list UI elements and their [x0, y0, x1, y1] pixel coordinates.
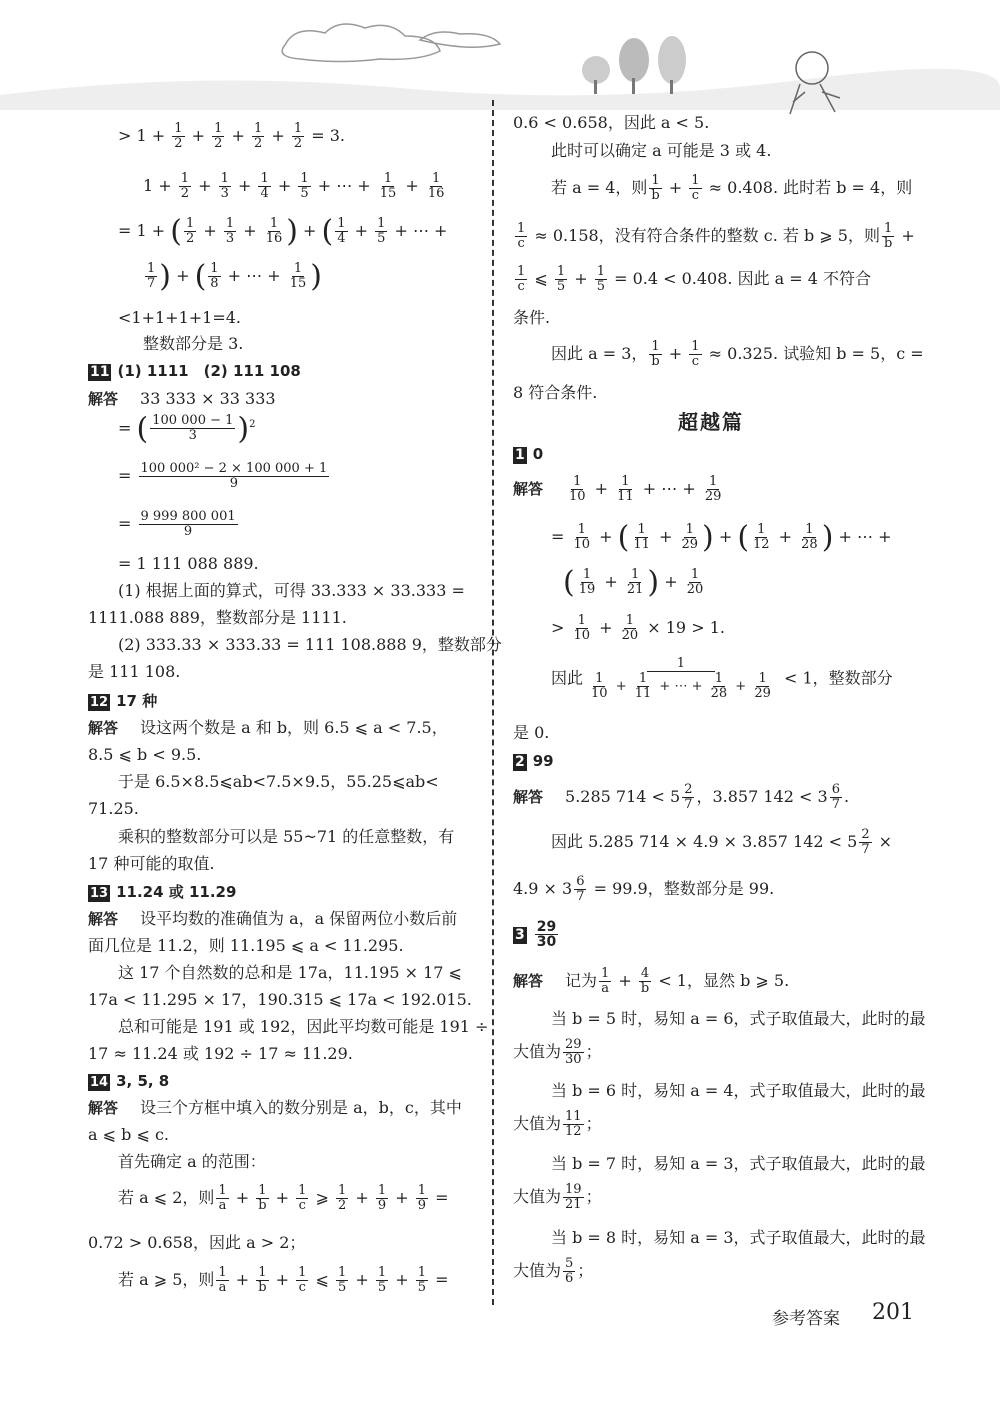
math-line: 大值为 $\frac{5}{6}$ ； [513, 1256, 594, 1286]
math-line: = $\frac{9 999 800 001}{9}$ [118, 509, 236, 539]
math-line: $\frac{1}{c}$ ⩽ $\frac{1}{5}$ + $\frac{1}{5}$ = 0.4 < 0.408. 因此 a = 4 不符合 [517, 264, 872, 294]
math-line: 1 + $\frac{1}{2}$ + $\frac{1}{3}$ + $\frac{1}{4}$ + $\frac{1}{5}$ + ⋯ + $\frac{1}{15}$ + $\frac{1}{16}$ [143, 171, 445, 201]
math-line: > $\frac{1}{10}$ + $\frac{1}{20}$ × 19 > 1. [551, 613, 725, 643]
text-line: 17a < 11.295 × 17，190.315 ⩽ 17a < 192.015. [88, 990, 472, 1009]
math-line: 大值为 $\frac{29}{30}$ ； [513, 1037, 602, 1067]
text-line: 整数部分是 3. [143, 334, 244, 353]
solution-line: 解答 设这两个数是 a 和 b，则 6.5 ⩽ a < 7.5， [88, 718, 448, 737]
tree-icon [582, 56, 610, 84]
text-line: 17 种可能的取值. [88, 854, 215, 873]
math-line: = 1 111 088 889. [118, 554, 259, 573]
text-line: (1) 根据上面的算式，可得 33.333 × 33.333 = [118, 581, 465, 600]
text-line: 17 ≈ 11.24 或 192 ÷ 17 ≈ 11.29. [88, 1044, 353, 1063]
math-line: 若 a = 4，则 $\frac{1}{b}$ + $\frac{1}{c}$ ≈ 0.408. 此时若 b = 4，则 [551, 173, 913, 203]
math-line: 若 a ⩽ 2，则 $\frac{1}{a}$ + $\frac{1}{b}$ + $\frac{1}{c}$ ⩾ $\frac{1}{2}$ + $\frac{1}{9}$ + $\frac{1}{9}$ = [118, 1183, 449, 1213]
text-line: 8 符合条件. [513, 383, 598, 402]
text-line: 这 17 个自然数的总和是 17a，11.195 × 17 ⩽ [118, 963, 462, 982]
text-line: 于是 6.5×8.5⩽ab<7.5×9.5，55.25⩽ab< [118, 772, 439, 791]
text-line: 乘积的整数部分可以是 55~71 的任意整数，有 [118, 827, 455, 846]
math-line: = 1 + ( $\frac{1}{2}$ + $\frac{1}{3}$ + $\frac{1}{16}$ ) + ( $\frac{1}{4}$ + $\frac{1}{5}$ + ⋯ + [118, 214, 448, 249]
math-line: 因此 5.285 714 × 4.9 × 3.857 142 < 5 $\frac{2}{7}$ × [551, 827, 893, 857]
math-line: 因此 a = 3， $\frac{1}{b}$ + $\frac{1}{c}$ ≈ 0.325. 试验知 b = 5，c = [551, 339, 924, 369]
solution-line: 解答 设平均数的准确值为 a，a 保留两位小数后前 [88, 909, 458, 928]
tree-icon [619, 38, 649, 82]
footer-label: 参考答案 [772, 1309, 840, 1329]
answer-heading-b1: 1 0 [515, 445, 544, 463]
math-line: 大值为 $\frac{11}{12}$ ； [513, 1109, 602, 1139]
math-line: = $\frac{1}{10}$ + ( $\frac{1}{11}$ + $\frac{1}{29}$ ) + ( $\frac{1}{12}$ + $\frac{1}{28}$ ) + ⋯ + [551, 520, 892, 555]
solution-line: 解答 $\frac{1}{10}$ + $\frac{1}{11}$ + ⋯ + $\frac{1}{29}$ [513, 474, 722, 504]
section-title: 超越篇 [678, 410, 744, 434]
math-line: $\frac{1}{7}$ ) + ( $\frac{1}{8}$ + ⋯ + $\frac{1}{15}$ ) [147, 259, 322, 294]
header-illustration [0, 0, 1000, 130]
text-line: 条件. [513, 308, 551, 327]
tree-icon [658, 36, 686, 84]
answer-heading-14: 14 3, 5, 8 [90, 1072, 170, 1090]
text-line: 是 111 108. [88, 662, 181, 681]
text-line: 总和可能是 191 或 192，因此平均数可能是 191 ÷ [118, 1017, 489, 1036]
text-line: 当 b = 5 时，易知 a = 6，式子取值最大，此时的最 [551, 1009, 926, 1028]
text-line: 首先确定 a 的范围： [118, 1152, 266, 1171]
text-line: 是 0. [513, 723, 550, 742]
page-number: 201 [872, 1300, 914, 1325]
text-line: 当 b = 8 时，易知 a = 3，式子取值最大，此时的最 [551, 1228, 926, 1247]
math-line: = $\frac{\text{100 000² − 2 × 100 000 + 1}}{9}$ [118, 461, 328, 491]
text-line: 71.25. [88, 799, 139, 818]
answer-heading-12: 12 17 种 [90, 692, 158, 710]
answer-heading-b2: 2 99 [515, 752, 554, 770]
answer-heading-13: 13 11.24 或 11.29 [90, 883, 237, 901]
answer-heading-b3: 3 $\frac{29}{30}$ [515, 919, 557, 950]
column-divider [492, 100, 494, 1305]
text-line: 此时可以确定 a 可能是 3 或 4. [551, 141, 772, 160]
solution-line: 解答 设三个方框中填入的数分别是 a，b，c，其中 [88, 1098, 462, 1117]
solution-line: 解答 33 333 × 33 333 [88, 389, 276, 408]
solution-line: 解答 5.285 714 < 5 $\frac{2}{7}$ ，3.857 142 < 3 $\frac{6}{7}$ . [513, 782, 850, 812]
text-line: a ⩽ b ⩽ c. [88, 1125, 169, 1144]
text-line: (2) 333.33 × 333.33 = 111 108.888 9，整数部分 [118, 635, 502, 654]
text-line: 1111.088 889，整数部分是 1111. [88, 608, 347, 627]
math-line: 大值为 $\frac{19}{21}$ ； [513, 1182, 602, 1212]
text-line: 8.5 ⩽ b < 9.5. [88, 745, 202, 764]
math-line: = ( $\frac{100 000 - 1}{3}$ )$^2$ [118, 411, 256, 447]
text-line: 面几位是 11.2，则 11.195 ⩽ a < 11.295. [88, 936, 404, 955]
math-line: 若 a ⩾ 5，则 $\frac{1}{a}$ + $\frac{1}{b}$ + $\frac{1}{c}$ ⩽ $\frac{1}{5}$ + $\frac{1}{5}$ + $\frac{1}{5}$ = [118, 1265, 449, 1295]
math-line: <1+1+1+1=4. [118, 308, 242, 327]
text-line: 0.6 < 0.658，因此 a < 5. [513, 113, 710, 132]
math-line: > 1 + $\frac{1}{2}$ + $\frac{1}{2}$ + $\frac{1}{2}$ + $\frac{1}{2}$ = 3. [118, 121, 345, 151]
answer-heading-11: 11 (1) 1111 (2) 111 108 [90, 362, 301, 380]
text-line: 当 b = 6 时，易知 a = 4，式子取值最大，此时的最 [551, 1081, 926, 1100]
text-line: 当 b = 7 时，易知 a = 3，式子取值最大，此时的最 [551, 1154, 926, 1173]
math-line: ( $\frac{1}{19}$ + $\frac{1}{21}$ ) + $\frac{1}{20}$ [563, 565, 704, 600]
math-line: 4.9 × 3 $\frac{6}{7}$ = 99.9，整数部分是 99. [513, 874, 775, 904]
cloud-icon [282, 24, 440, 62]
solution-line: 解答 记为 $\frac{1}{a}$ + $\frac{4}{b}$ < 1，显然 b ⩾ 5. [513, 966, 790, 996]
math-line: 因此 1 $\frac{1}{10}$ + $\frac{1}{11}$ + ⋯ + $\frac{1}{28}$ + $\frac{1}{29}$ < 1，整数部分 [551, 656, 893, 701]
math-line: $\frac{1}{c}$ ≈ 0.158，没有符合条件的整数 c. 若 b ⩾ 5，则 $\frac{1}{b}$ + [517, 221, 915, 251]
text-line: 0.72 > 0.658，因此 a > 2； [88, 1233, 306, 1252]
